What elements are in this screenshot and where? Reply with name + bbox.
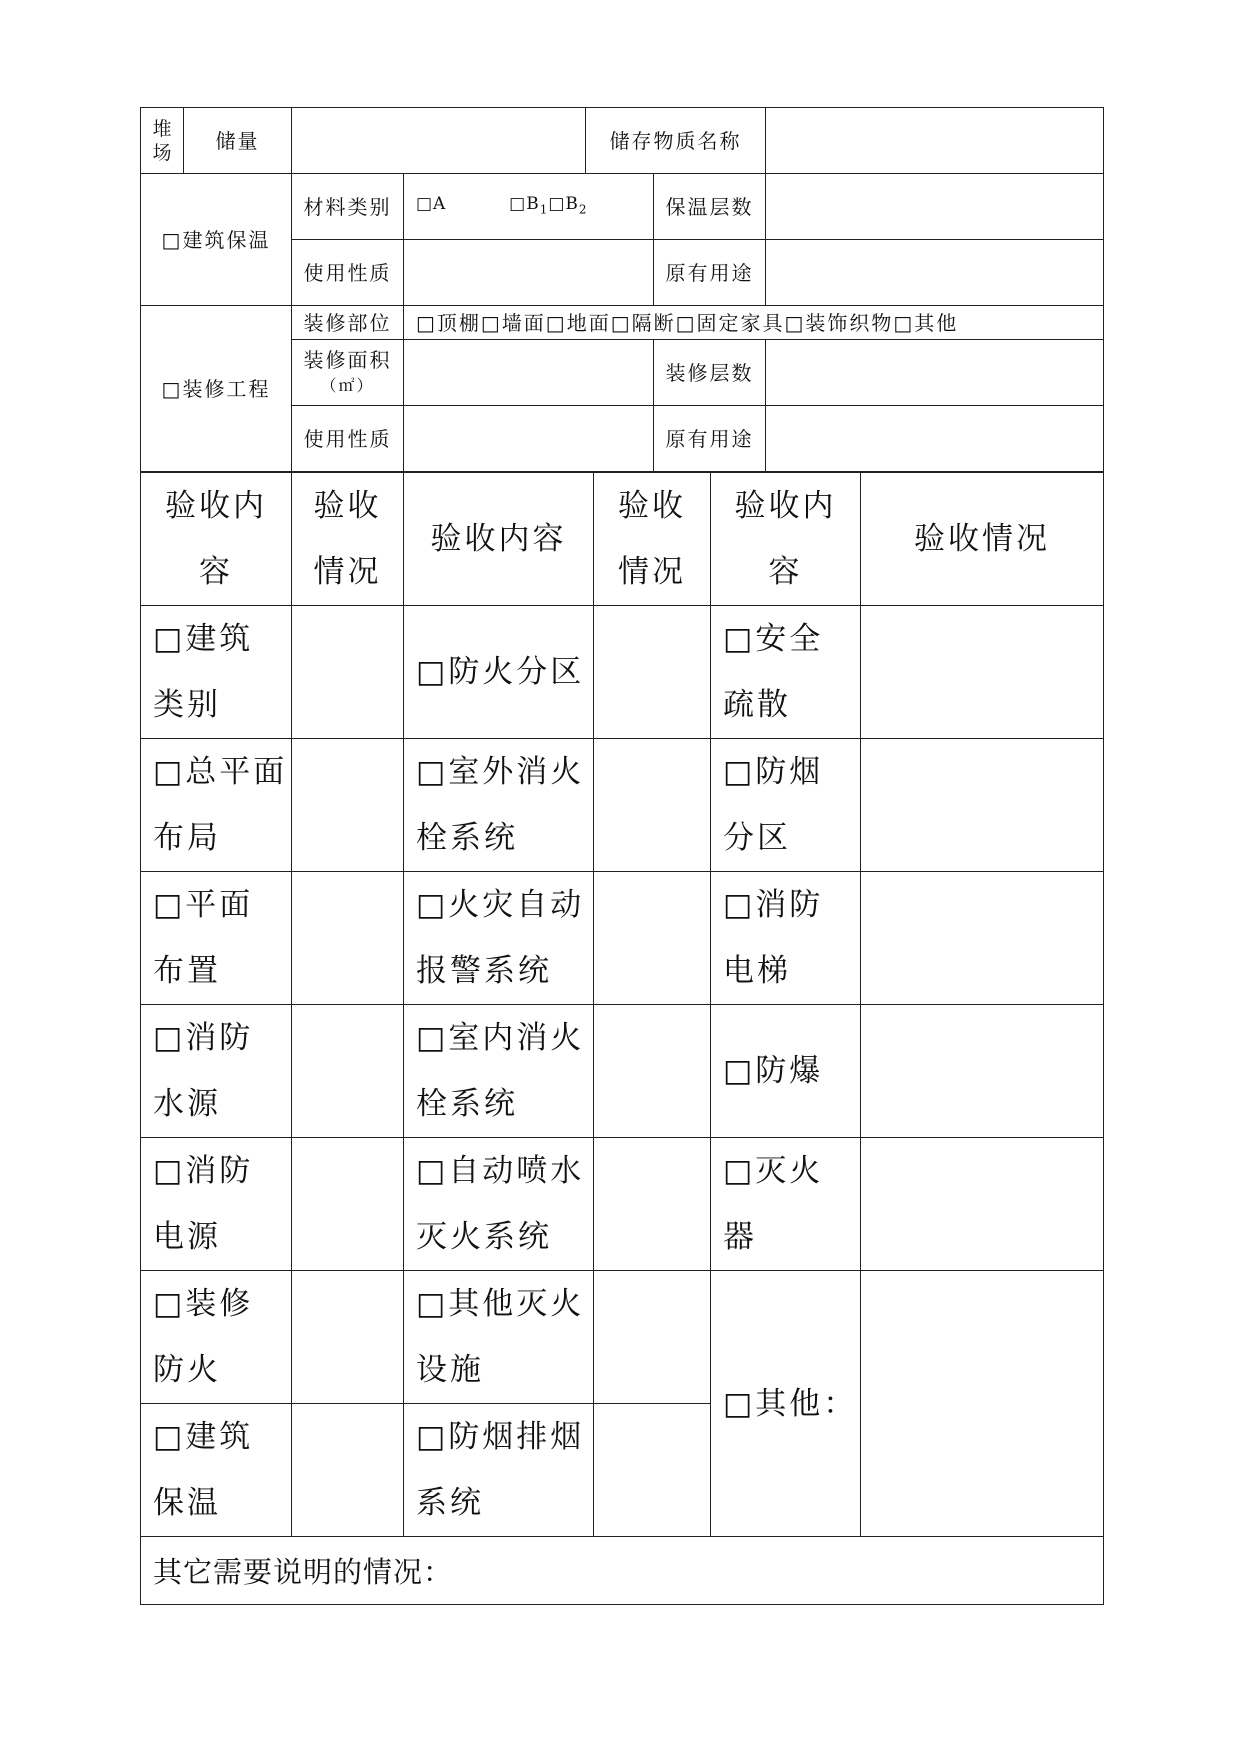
header-content-2: 验收内容 (404, 473, 594, 606)
storage-row (141, 108, 1104, 174)
project-info-table (140, 107, 1104, 472)
item-fire-elevator[interactable]: □消防电梯 (711, 872, 861, 1005)
header-status-2: 验收情况 (594, 473, 711, 606)
status-other[interactable] (861, 1271, 1104, 1537)
item-safe-evacuation[interactable]: □安全疏散 (711, 606, 861, 739)
status-smoke-compartment[interactable] (861, 739, 1104, 872)
insulation-original-use-value[interactable] (766, 240, 1104, 306)
status-fire-alarm[interactable] (594, 872, 711, 1005)
option-b1[interactable]: $□B_1$ (509, 193, 549, 217)
decoration-original-use-label: 原有用途 (654, 406, 766, 472)
insulation-usage-value[interactable] (404, 240, 654, 306)
material-name-value[interactable] (766, 108, 1104, 174)
status-sprinkler[interactable] (594, 1138, 711, 1271)
acceptance-table (140, 472, 1104, 1605)
status-explosion-proof[interactable] (861, 1005, 1104, 1138)
item-smoke-compartment[interactable]: □防烟分区 (711, 739, 861, 872)
notes-cell[interactable] (141, 1537, 1104, 1605)
option-b2[interactable]: $□B_2$ (548, 193, 588, 217)
status-safe-evacuation[interactable] (861, 606, 1104, 739)
acceptance-row (141, 1138, 1104, 1271)
material-class-options[interactable] (404, 174, 654, 240)
status-building-insulation[interactable] (292, 1404, 404, 1537)
acceptance-header-row (141, 473, 1104, 606)
decoration-usage-value[interactable] (404, 406, 654, 472)
header-content-3: 验收内容 (711, 473, 861, 606)
insulation-section-label: □建筑保温 (141, 174, 292, 306)
material-class-label: 材料类别 (292, 174, 404, 240)
status-fire-elevator[interactable] (861, 872, 1104, 1005)
area-unit: （㎡） (320, 375, 375, 395)
decoration-original-use-value[interactable] (766, 406, 1104, 472)
item-site-layout[interactable]: □总平面布局 (141, 739, 292, 872)
acceptance-row (141, 872, 1104, 1005)
insulation-original-use-label: 原有用途 (654, 240, 766, 306)
status-indoor-hydrant[interactable] (594, 1005, 711, 1138)
decoration-layers-value[interactable] (766, 340, 1104, 406)
decoration-area-label: 装修面积 （㎡） (292, 340, 404, 406)
item-building-category[interactable]: □建筑类别 (141, 606, 292, 739)
item-other[interactable]: □其他： (711, 1271, 861, 1537)
decoration-row-1 (141, 306, 1104, 340)
insulation-layers-label: 保温层数 (654, 174, 766, 240)
item-floor-layout[interactable]: □平面布置 (141, 872, 292, 1005)
acceptance-row (141, 739, 1104, 872)
decoration-usage-label: 使用性质 (292, 406, 404, 472)
amount-value[interactable] (292, 108, 586, 174)
option-a[interactable]: □A (416, 193, 447, 214)
status-floor-layout[interactable] (292, 872, 404, 1005)
item-smoke-control[interactable]: □防烟排烟系统 (404, 1404, 594, 1537)
item-indoor-hydrant[interactable]: □室内消火栓系统 (404, 1005, 594, 1138)
header-status-3: 验收情况 (861, 473, 1104, 606)
decoration-location-label: 装修部位 (292, 306, 404, 340)
acceptance-row (141, 1271, 1104, 1404)
decoration-layers-label: 装修层数 (654, 340, 766, 406)
status-power-source[interactable] (292, 1138, 404, 1271)
status-other-extinguishing[interactable] (594, 1271, 711, 1404)
decoration-area-value[interactable] (404, 340, 654, 406)
status-outdoor-hydrant[interactable] (594, 739, 711, 872)
item-decoration-fire[interactable]: □装修防火 (141, 1271, 292, 1404)
item-sprinkler[interactable]: □自动喷水灭火系统 (404, 1138, 594, 1271)
acceptance-row (141, 1005, 1104, 1138)
decoration-section-label: □装修工程 (141, 306, 292, 472)
acceptance-row (141, 606, 1104, 739)
material-name-label: 储存物质名称 (586, 108, 766, 174)
insulation-row-1 (141, 174, 1104, 240)
decoration-location-options[interactable]: □顶棚□墙面□地面□隔断□固定家具□装饰织物□其他 (404, 306, 1104, 340)
yard-label: 堆场 (141, 108, 184, 174)
item-power-source[interactable]: □消防电源 (141, 1138, 292, 1271)
status-water-source[interactable] (292, 1005, 404, 1138)
status-fire-compartment[interactable] (594, 606, 711, 739)
item-fire-compartment[interactable]: □防火分区 (404, 606, 594, 739)
header-content-1: 验收内容 (141, 473, 292, 606)
item-extinguisher[interactable]: □灭火器 (711, 1138, 861, 1271)
status-site-layout[interactable] (292, 739, 404, 872)
status-decoration-fire[interactable] (292, 1271, 404, 1404)
status-extinguisher[interactable] (861, 1138, 1104, 1271)
insulation-usage-label: 使用性质 (292, 240, 404, 306)
notes-row (141, 1537, 1104, 1605)
item-other-extinguishing[interactable]: □其他灭火设施 (404, 1271, 594, 1404)
insulation-layers-value[interactable] (766, 174, 1104, 240)
item-fire-alarm[interactable]: □火灾自动报警系统 (404, 872, 594, 1005)
item-explosion-proof[interactable]: □防爆 (711, 1005, 861, 1138)
header-status-1: 验收情况 (292, 473, 404, 606)
item-water-source[interactable]: □消防水源 (141, 1005, 292, 1138)
notes-label: 其它需要说明的情况： (153, 1555, 454, 1589)
item-outdoor-hydrant[interactable]: □室外消火栓系统 (404, 739, 594, 872)
amount-label: 储量 (184, 108, 292, 174)
status-building-category[interactable] (292, 606, 404, 739)
status-smoke-control[interactable] (594, 1404, 711, 1537)
item-building-insulation[interactable]: □建筑保温 (141, 1404, 292, 1537)
